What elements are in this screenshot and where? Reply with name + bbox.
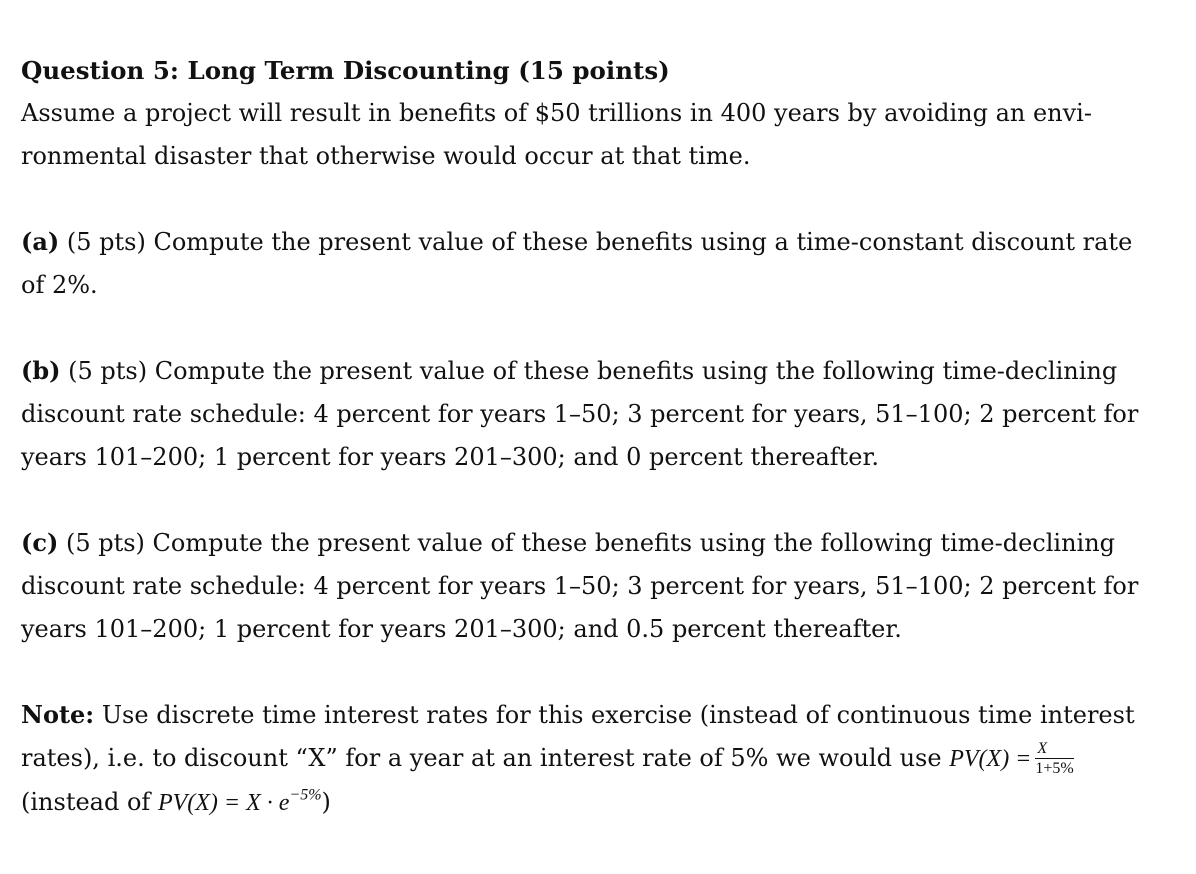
part-c-line-1: (5 pts) Compute the present value of these benefits using the following time-declining: [65, 529, 1116, 557]
fraction-denominator: 1+5%: [1035, 760, 1074, 778]
note-line-3-pre: (instead of: [21, 788, 151, 816]
part-b: [21, 349, 1139, 479]
discount-fraction: [1035, 740, 1073, 777]
intro-line-1: Assume a project will result in benefits of $50 trillions in 400 years by avoiding an envi-: [21, 99, 1092, 127]
part-a: [21, 220, 1139, 307]
note-line-3-post: ): [321, 788, 331, 816]
note-paragraph: [21, 693, 1139, 825]
exponent: −5%: [289, 786, 322, 804]
part-b-label: (b): [21, 356, 61, 385]
part-b-line-1: (5 pts) Compute the present value of these benefits using the following time-declining: [68, 357, 1118, 385]
question-intro: [21, 92, 1139, 178]
part-b-line-2: discount rate schedule: 4 percent for years 1–50; 3 percent for years, 51–100; 2 percent for: [21, 400, 1139, 428]
part-c-line-2: discount rate schedule: 4 percent for years 1–50; 3 percent for years, 51–100; 2 percent for: [21, 572, 1139, 600]
part-c-label: (c): [21, 528, 59, 557]
part-a-label: (a): [21, 227, 60, 256]
intro-line-2: ronmental disaster that otherwise would occur at that time.: [21, 142, 751, 170]
note-line-1: Use discrete time interest rates for this exercise (instead of continuous time interest: [101, 701, 1135, 729]
part-a-line-1: (5 pts) Compute the present value of these benefits using a time-constant discount rate: [66, 228, 1133, 256]
part-c-line-3: years 101–200; 1 percent for years 201–300; and 0.5 percent thereafter.: [21, 615, 902, 643]
question-title: Question 5: Long Term Discounting (15 points): [21, 56, 670, 85]
part-b-line-3: years 101–200; 1 percent for years 201–300; and 0 percent thereafter.: [21, 443, 879, 471]
note-label: Note:: [21, 700, 95, 729]
discrete-formula: PV(X) =: [949, 746, 1032, 772]
continuous-formula: PV(X) = X · e: [157, 790, 290, 816]
part-a-line-2: of 2%.: [21, 271, 98, 299]
note-line-2: rates), i.e. to discount “X” for a year at an interest rate of 5% we would use: [21, 744, 942, 772]
part-c: [21, 521, 1139, 651]
question-document: [21, 50, 1139, 825]
fraction-numerator: X: [1035, 740, 1073, 759]
